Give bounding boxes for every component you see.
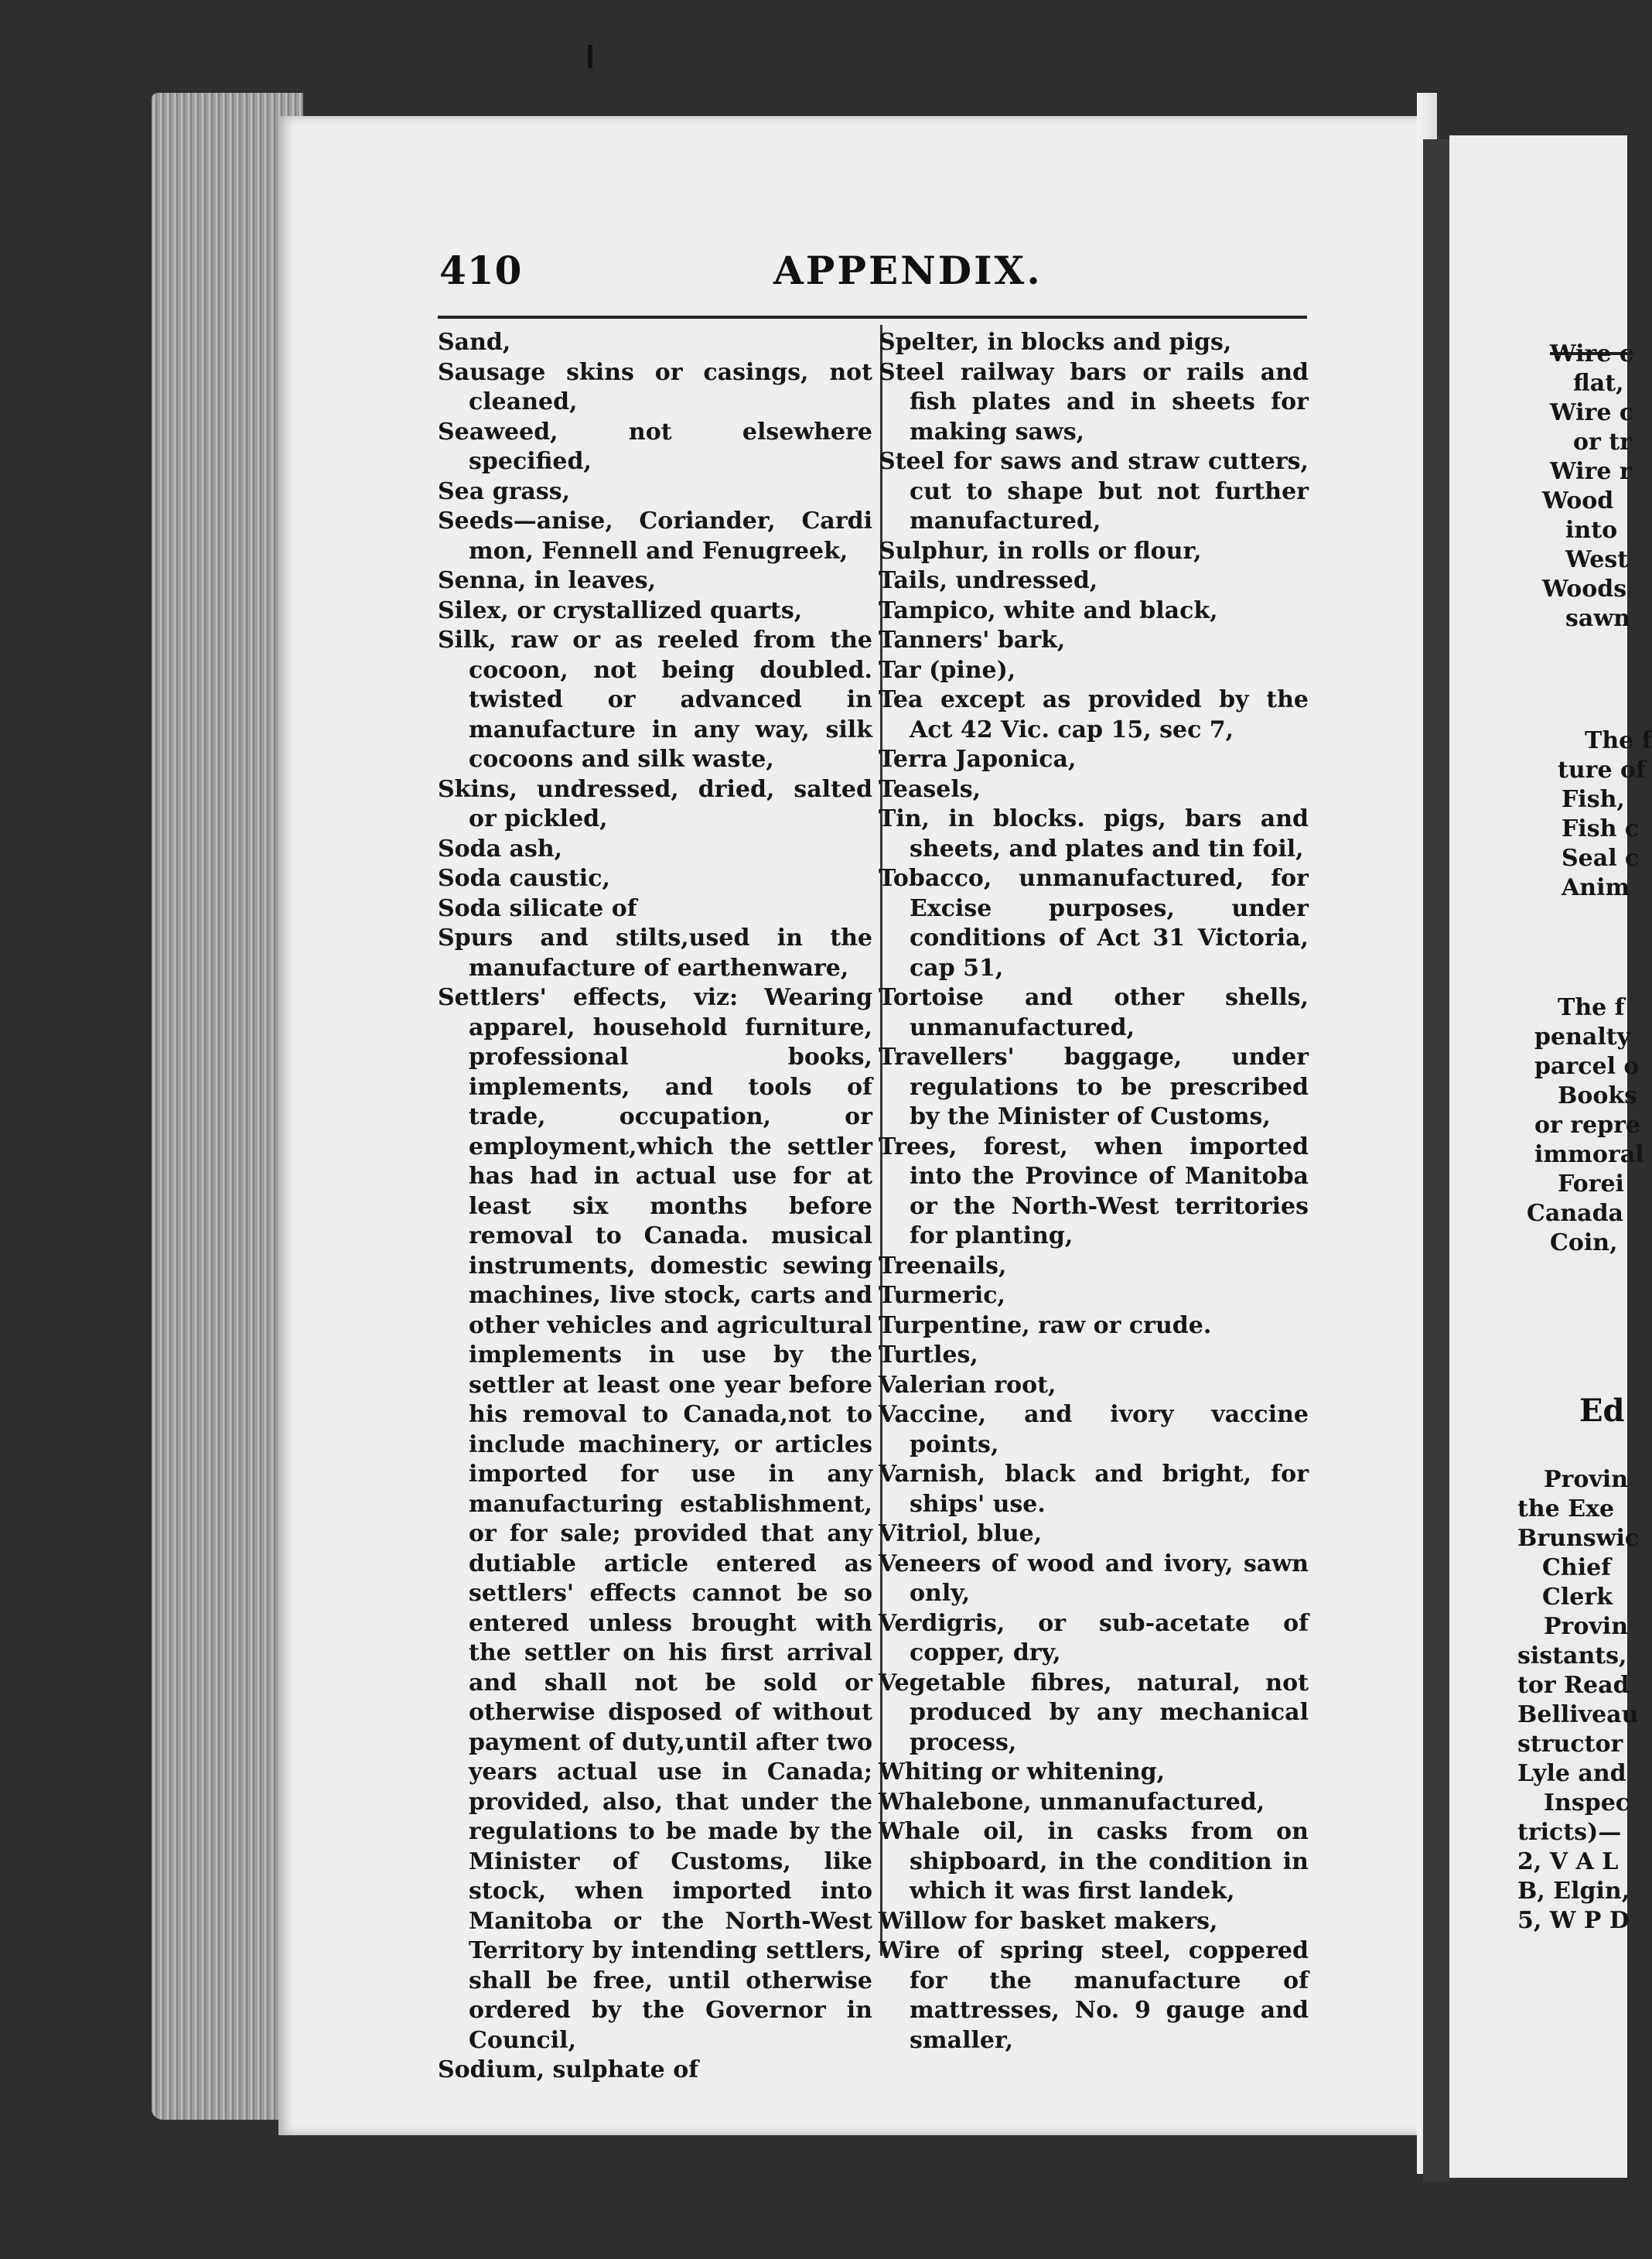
list-item: Silk, raw or as reeled from the cocoon, not being doubled. twisted or advanced in manufacture in any way, silk cocoons and silk waste, [438,627,872,773]
list-item: Terra Japonica, [879,746,1077,773]
facing-line: Provin [1544,1613,1629,1640]
list-item: Turtles, [879,1341,978,1369]
facing-line: into [1565,517,1618,544]
list-item: Tortoise and other shells, unmanufactured, [879,984,1309,1041]
header-rule [438,316,1307,319]
facing-line: Wire c [1550,340,1634,367]
list-item: Vaccine, and ivory vaccine points, [879,1401,1309,1458]
facing-line: penalty [1534,1024,1630,1051]
facing-line: Brunswic [1517,1525,1640,1552]
list-item: Trees, forest, when imported into the Province of Manitoba or the North-West territories for planting, [879,1133,1309,1249]
list-item: Soda ash, [438,835,563,863]
facing-line: Belliveau [1517,1701,1639,1728]
list-item: Turmeric, [879,1282,1005,1309]
running-head: APPENDIX. [773,248,1043,293]
facing-line: 5, W P D [1517,1907,1630,1934]
list-item: Travellers' baggage, under regulations to be prescribed by the Minister of Customs, [879,1044,1309,1130]
list-item: Sausage skins or casings, not cleaned, [438,358,872,415]
facing-line: tricts)— [1517,1819,1622,1846]
facing-line: Forei [1558,1171,1624,1198]
list-item: Wire of spring steel, coppered for the manufacture of mattresses, No. 9 gauge and smaller, [879,1937,1309,2054]
list-item: Steel for saws and straw cutters, cut to shape but not further manufactured, [879,448,1309,535]
facing-line: B, Elgin, [1517,1878,1630,1905]
list-item: Tails, undressed, [879,567,1098,594]
list-item: Veneers of wood and ivory, sawn only, [879,1550,1309,1607]
facing-line: structor [1517,1731,1623,1758]
list-item: Soda caustic, [438,865,610,892]
binding-shadow [1423,139,1449,2182]
facing-line: flat, [1573,370,1624,397]
list-item: Sulphur, in rolls or flour, [879,537,1202,565]
facing-line: sistants, [1517,1642,1627,1669]
facing-page [1449,135,1652,2178]
facing-line: 2, V A L [1517,1848,1619,1875]
list-item: Whiting or whitening, [879,1758,1166,1786]
facing-line: parcel o [1534,1053,1640,1080]
list-item: Vegetable fibres, natural, not produced by any mechanical process, [879,1669,1309,1756]
facing-line: Books [1558,1082,1638,1109]
list-item: Willow for basket makers, [879,1907,1218,1935]
list-item: Vitriol, blue, [879,1520,1043,1547]
list-item: Soda silicate of [438,894,637,922]
facing-line: tor Read [1517,1672,1630,1699]
list-item: Valerian root, [879,1371,1056,1399]
list-item: Steel railway bars or rails and fish plates and in sheets for making saws, [879,358,1309,446]
facing-line: Seal c [1562,845,1640,872]
list-item: Treenails, [879,1252,1007,1280]
list-item: Turpentine, raw or crude. [879,1311,1212,1339]
facing-line: or tr [1573,429,1632,456]
list-item: Whale oil, in casks from on shipboard, in the condition in which it was first landek, [879,1818,1309,1905]
facing-line: The f [1558,994,1625,1021]
list-item: Varnish, black and bright, for ships' use. [879,1461,1309,1518]
facing-line: Inspec [1544,1789,1630,1816]
facing-line: Fish, [1562,786,1625,813]
list-item: Tar (pine), [879,656,1016,684]
list-item: Seeds—anise, Coriander, Cardi mon, Fennell and Fenugreek, [438,508,872,565]
facing-line: The f [1585,727,1652,754]
list-item: Teasels, [879,775,981,803]
facing-line: Fish c [1562,815,1640,842]
facing-line: Coin, [1550,1229,1618,1256]
facing-line: Clerk [1542,1584,1613,1611]
page-number: 410 [439,248,523,293]
facing-line: or repre [1534,1112,1641,1139]
list-item: Whalebone, unmanufactured, [879,1788,1265,1816]
facing-line: Provin [1544,1466,1629,1493]
list-item: Skins, undressed, dried, salted or pickled, [438,775,872,832]
list-item: Spelter, in blocks and pigs, [879,329,1232,356]
facing-line: immoral [1534,1141,1644,1168]
list-item: Sand, [438,329,511,356]
facing-line: Wire c [1550,399,1634,426]
list-item: Seaweed, not elsewhere specified, [438,418,872,475]
facing-line: ture of [1558,757,1646,784]
facing-line: sawn [1565,605,1630,632]
facing-section-heading: Ed [1579,1393,1625,1429]
list-item: Sodium, sulphate of [438,2056,699,2083]
facing-line: Lyle and [1517,1760,1626,1787]
list-item: Verdigris, or sub-acetate of copper, dry, [879,1609,1309,1666]
list-item: Silex, or crystallized quarts, [438,596,803,624]
list-item: Settlers' effects, viz: Wearing apparel, household furniture, professional books, implements, and tools of trade, occupation, or employment,which the settler has had in actual use for at least six months before removal to Canada. musical instruments, domestic sewing machines, live stock, carts and other vehicles and agricultural implements in use by the settler at least one year before his removal to Canada,not to include machinery, or articles imported for use in any manufacturing establishment, or for sale; provided that any dutiable article entered as settlers' effects cannot be so entered unless brought with the settler on his first arrival and shall not be sold or otherwise disposed of without payment of duty,until after two years actual use in Canada; provided, also, that under the regulations to be made by the Minister of Customs, like stock, when imported into Manitoba or the North-West Territory by intending settlers, shall be free, until otherwise ordered by the Governor in Council, [438,984,872,2054]
list-item: Tanners' bark, [879,627,1066,654]
list-item: Tobacco, unmanufactured, for Excise purposes, under conditions of Act 31 Victoria, cap 51, [879,865,1309,982]
facing-line: Wire r [1550,458,1632,485]
list-item: Senna, in leaves, [438,567,657,594]
facing-line: Wood [1542,487,1614,514]
facing-line: Chief [1542,1554,1612,1581]
list-item: Sea grass, [438,477,571,505]
facing-line: the Exe [1517,1495,1615,1523]
facing-line: West [1565,546,1629,573]
facing-line: Anim [1562,874,1630,901]
list-item: Tampico, white and black, [879,596,1218,624]
list-item: Spurs and stilts,used in the manufacture of earthenware, [438,924,872,982]
right-column [879,328,1309,2056]
list-item: Tin, in blocks. pigs, bars and sheets, and plates and tin foil, [879,805,1309,863]
facing-line: Woods [1542,576,1627,603]
list-item: Tea except as provided by the Act 42 Vic. cap 15, sec 7, [879,686,1309,743]
scan-mark [588,45,592,68]
facing-line: Canada [1527,1200,1623,1227]
left-column [438,328,872,2086]
